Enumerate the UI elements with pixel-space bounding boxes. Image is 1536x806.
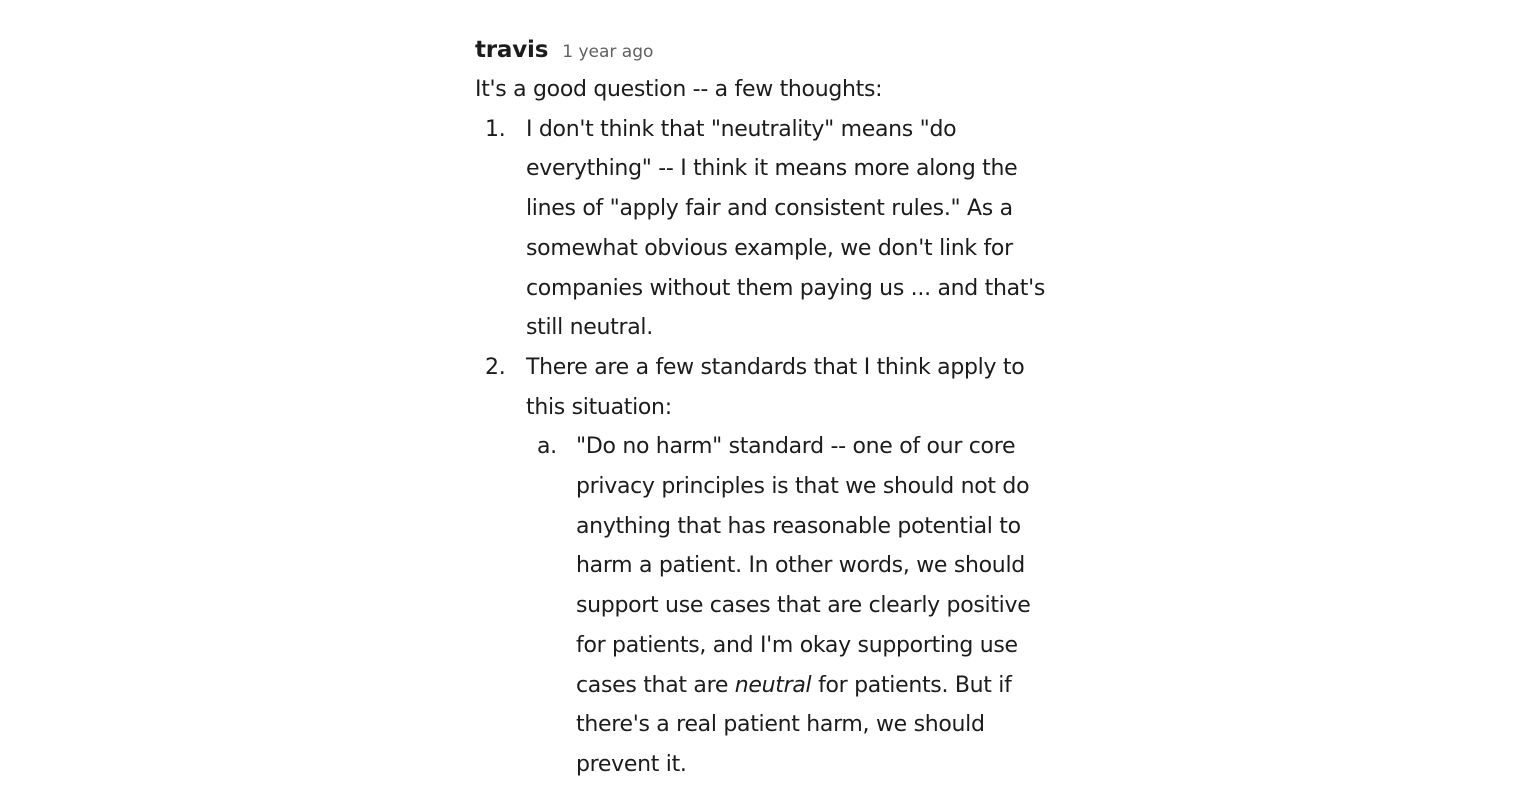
message-intro: It's a good question -- a few thoughts:: [475, 77, 883, 102]
list-marker: 2.: [485, 354, 506, 380]
message-timestamp[interactable]: 1 year ago: [562, 42, 654, 62]
sublist-text-before: "Do no harm" standard -- one of our core privacy principles is that we should not do anything that has reasonable potential to harm a patient. In other words, we should support use cases that are clearly positive for patients, and I'm okay supporting use cases that are: [576, 434, 1031, 698]
sublist-item: [526, 427, 1058, 784]
list-item: [475, 348, 1059, 785]
list-item: [475, 110, 1059, 348]
list-marker: 1.: [485, 116, 506, 142]
sublist-text-after: for patients. But if there's a real patient harm, we should prevent it.: [576, 672, 1012, 777]
sublist-marker: a.: [537, 434, 557, 460]
list-item-text: I don't think that "neutrality" means "do everything" -- I think it means more along the lines of "apply fair and consistent rules." As a somewhat obvious example, we don't link for companies without them paying us ... and that's still neutral.: [526, 116, 1046, 341]
numbered-list: [475, 110, 1075, 785]
lettered-sublist: [526, 427, 1059, 784]
author-name[interactable]: travis: [475, 37, 549, 63]
list-item-text: There are a few standards that I think apply to this situation:: [526, 354, 1025, 420]
message: [475, 30, 1075, 785]
emphasized-word: neutral: [734, 672, 812, 698]
message-body: [475, 70, 1075, 785]
message-header: [475, 30, 1075, 70]
